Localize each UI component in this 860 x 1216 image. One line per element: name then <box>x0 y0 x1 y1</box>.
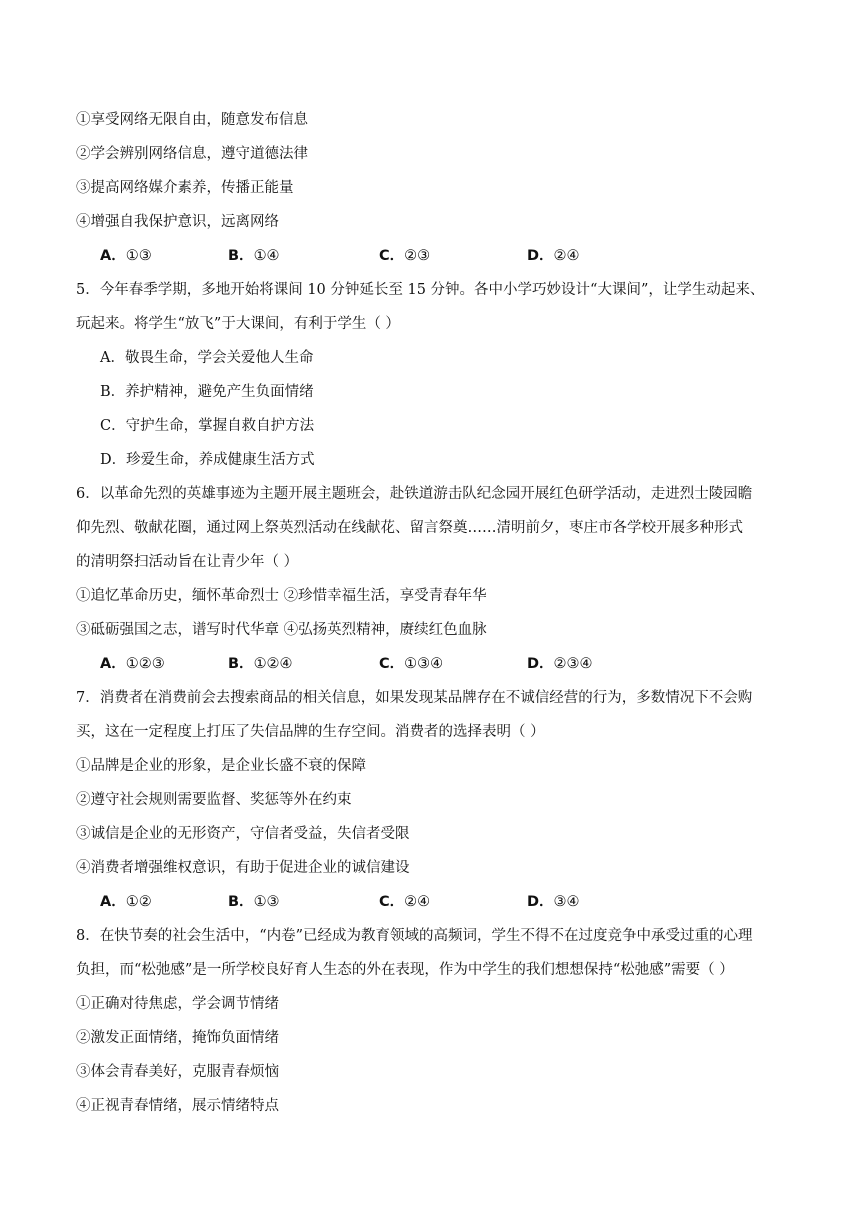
q6-stem-line-3: 的清明祭扫活动旨在让青少年（ ） <box>76 554 299 570</box>
q4-option-b[interactable]: B．①④ <box>228 248 280 264</box>
q7-item-2: ②遵守社会规则需要监督、奖惩等外在约束 <box>76 792 352 808</box>
q5-choice-d[interactable]: D．珍爱生命，养成健康生活方式 <box>100 452 315 468</box>
q5-choice-c[interactable]: C．守护生命，掌握自救自护方法 <box>100 418 315 434</box>
q4-option-d[interactable]: D．②④ <box>527 248 580 264</box>
q6-items-line-1: ①追忆革命历史，缅怀革命烈士 ②珍惜幸福生活，享受青春年华 <box>76 588 487 604</box>
q4-item-4: ④增强自我保护意识，远离网络 <box>76 214 279 230</box>
q6-option-d[interactable]: D．②③④ <box>527 656 593 672</box>
q5-choice-a[interactable]: A．敬畏生命，学会关爱他人生命 <box>100 350 314 366</box>
q8-stem-line-2: 负担，而“松弛感”是一所学校良好育人生态的外在表现，作为中学生的我们想想保持“松弛感”需要（ ） <box>76 962 734 978</box>
q5-stem-line-2: 玩起来。将学生“放飞”于大课间，有利于学生（ ） <box>76 316 400 332</box>
q6-items-line-2: ③砥砺强国之志，谱写时代华章 ④弘扬英烈精神，赓续红色血脉 <box>76 622 487 638</box>
q7-item-4: ④消费者增强维权意识，有助于促进企业的诚信建设 <box>76 860 410 876</box>
q8-item-1: ①正确对待焦虑，学会调节情绪 <box>76 996 279 1012</box>
q8-item-4: ④正视青春情绪，展示情绪特点 <box>76 1098 279 1114</box>
q6-option-b[interactable]: B．①②④ <box>228 656 293 672</box>
q5-choice-b[interactable]: B．养护精神，避免产生负面情绪 <box>100 384 314 400</box>
q6-stem-line-1: 6．以革命先烈的英雄事迹为主题开展主题班会，赴铁道游击队纪念园开展红色研学活动，走进烈士陵园瞻 <box>76 486 753 502</box>
q7-item-3: ③诚信是企业的无形资产，守信者受益，失信者受限 <box>76 826 410 842</box>
q4-item-3: ③提高网络媒介素养，传播正能量 <box>76 180 294 196</box>
q7-stem-line-1: 7．消费者在消费前会去搜索商品的相关信息，如果发现某品牌存在不诚信经营的行为，多数情况下不会购 <box>76 690 753 706</box>
q7-stem-line-2: 买，这在一定程度上打压了失信品牌的生存空间。消费者的选择表明（ ） <box>76 724 545 740</box>
q4-option-a[interactable]: A．①③ <box>100 248 152 264</box>
q6-stem-line-2: 仰先烈、敬献花圈，通过网上祭英烈活动在线献花、留言祭奠……清明前夕，枣庄市各学校开展多种形式 <box>76 520 743 536</box>
q7-option-d[interactable]: D．③④ <box>527 894 580 910</box>
q7-option-b[interactable]: B．①③ <box>228 894 280 910</box>
q8-stem-line-1: 8．在快节奏的社会生活中，“内卷”已经成为教育领域的高频词，学生不得不在过度竞争中承受过重的心理 <box>76 928 753 944</box>
q8-item-2: ②激发正面情绪，掩饰负面情绪 <box>76 1030 279 1046</box>
q7-option-c[interactable]: C．②④ <box>379 894 431 910</box>
q8-item-3: ③体会青春美好，克服青春烦恼 <box>76 1064 279 1080</box>
q4-option-c[interactable]: C．②③ <box>379 248 431 264</box>
q6-option-c[interactable]: C．①③④ <box>379 656 444 672</box>
q7-item-1: ①品牌是企业的形象，是企业长盛不衰的保障 <box>76 758 366 774</box>
q4-item-2: ②学会辨别网络信息，遵守道德法律 <box>76 146 308 162</box>
q5-stem-line-1: 5．今年春季学期，多地开始将课间 10 分钟延长至 15 分钟。各中小学巧妙设计“大课间”，让学生动起来、 <box>76 282 765 298</box>
q6-option-a[interactable]: A．①②③ <box>100 656 165 672</box>
q4-item-1: ①享受网络无限自由，随意发布信息 <box>76 112 308 128</box>
q7-option-a[interactable]: A．①② <box>100 894 152 910</box>
